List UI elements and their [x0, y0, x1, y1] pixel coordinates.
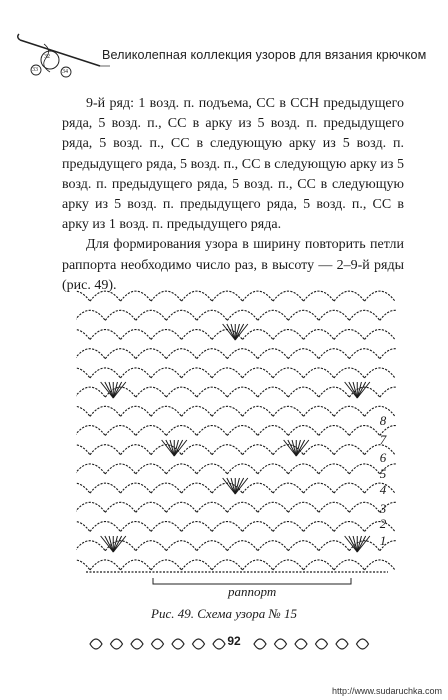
emblem-number: 33 [32, 67, 38, 73]
row-number: 6 [379, 450, 387, 465]
site-watermark: http://www.sudaruchka.com [331, 686, 442, 696]
instruction-paragraph: Для формирования узора в ширину повторить петли раппорта необходимо число раз, в высоту — 2–9-й ряды (рис. 49). [62, 237, 404, 293]
figure-caption: Рис. 49. Схема узора № 15 [151, 606, 297, 621]
running-title: Великолепная коллекция узоров для вязания крючком [102, 48, 427, 62]
stitch-diagram [76, 276, 396, 580]
row-number: 2 [379, 516, 387, 531]
row-number: 8 [379, 413, 387, 428]
instructions-text [62, 94, 404, 296]
emblem-number: 32 [44, 54, 50, 60]
page-header [14, 30, 434, 82]
row-number: 7 [379, 432, 387, 447]
emblem-number: 34 [62, 69, 68, 75]
row-number: 3 [379, 501, 387, 516]
instruction-paragraph: 9-й ряд: 1 возд. п. подъема, СС в ССН предыдущего ряда, 5 возд. п., СС в арку из 5 возд. п. предыдущего ряда, 5 возд. п., СС в следующую арку из 5 возд. п. предыдущего ряда, 5 возд. п., СС в следующую арку из 5 возд. п. предыдущего ряда, 5 возд. п., СС в следующую арку из 5 возд. п. предыдущего ряда, 5 возд. п., СС в арку из 1 возд. п. предыдущего ряда. [62, 96, 404, 233]
row-number: 5 [379, 466, 387, 481]
row-number: 4 [379, 482, 387, 497]
page-number: 92 [227, 634, 241, 648]
row-number: 1 [379, 533, 387, 548]
rapport-label: раппорт [228, 584, 277, 599]
crochet-chart [76, 276, 396, 580]
